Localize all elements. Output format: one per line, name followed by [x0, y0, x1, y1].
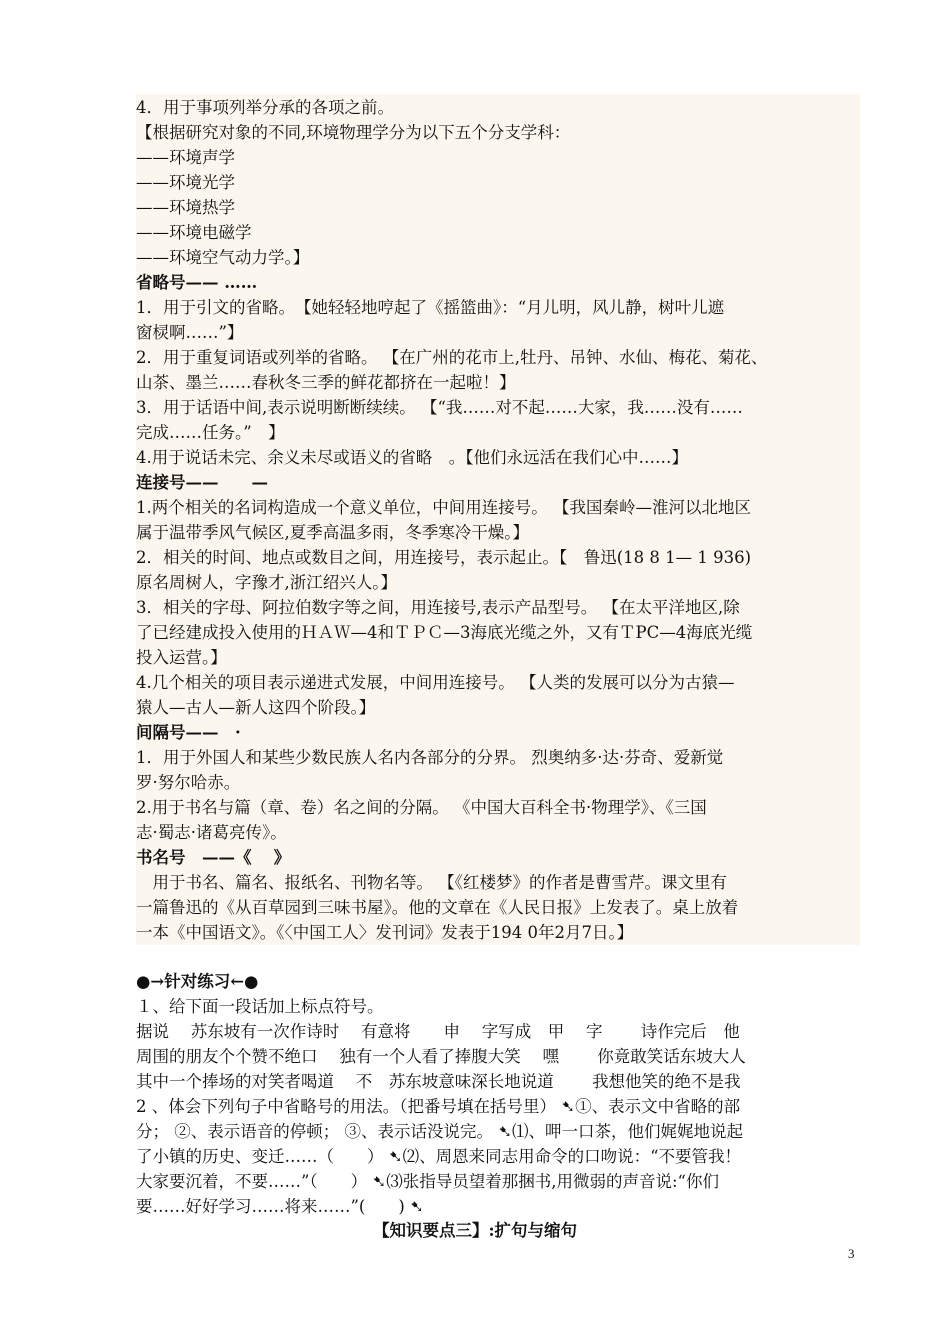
text-line: 1.两个相关的名词构造成一个意义单位，中间用连接号。 【我国秦岭—淮河以北地区 — [136, 498, 751, 517]
section-heading-dash: 连接号—— — — [136, 473, 268, 492]
text-line: ——环境声学 — [136, 148, 235, 167]
text-line: 属于温带季风气候区,夏季高温多雨，冬季寒冷干燥。】 — [136, 523, 529, 542]
section-heading-interpunct: 间隔号—— · — [136, 723, 241, 742]
text-line: 2．相关的时间、地点或数目之间，用连接号，表示起止。【 鲁迅(18 8 1— 1 936) — [136, 548, 752, 567]
text-line: 罗·努尔哈赤。 — [136, 773, 241, 792]
text-line: 3．用于话语中间,表示说明断断续续。 【“我……对不起……大家，我……没有…… — [136, 398, 743, 417]
text-line: 了已经建成投入使用的ＨＡＷ—4和ＴＰＣ—3海底光缆之外，又有ＴPC—4海底光缆 — [136, 623, 753, 642]
text-line: 其中一个捧场的对笑者喝道 不 苏东坡意味深长地说道 我想他笑的绝不是我 — [136, 1072, 741, 1091]
text-line: 了小镇的历史、变迁……（ ） ➷⑵、周恩来同志用命令的口吻说：“不要管我！ — [136, 1147, 742, 1166]
section-heading-ellipsis: 省略号—— …… — [136, 273, 258, 292]
text-line: 2．用于重复词语或列举的省略。 【在广州的花市上,牡丹、吊钟、水仙、梅花、菊花、 — [136, 348, 768, 367]
section-heading-book-title: 书名号 ——《 》 — [136, 848, 291, 867]
text-line: ——环境空气动力学。】 — [136, 248, 310, 267]
text-line: ——环境电磁学 — [136, 223, 252, 242]
text-line: 【根据研究对象的不同,环境物理学分为以下五个分支学科： — [136, 123, 571, 142]
text-line: 1．用于引文的省略。 【她轻轻地哼起了《摇篮曲》：“月儿明，风儿静，树叶儿遮 — [136, 298, 725, 317]
text-line: 原名周树人，字豫才,浙江绍兴人。】 — [136, 573, 397, 592]
text-line: ——环境光学 — [136, 173, 235, 192]
text-line: 3．相关的字母、阿拉伯数字等之间，用连接号,表示产品型号。 【在太平洋地区,除 — [136, 598, 740, 617]
text-line: 4.用于说话未完、余义未尽或语义的省略 。【他们永远活在我们心中……】 — [136, 448, 688, 467]
text-line: 窗棂啊……”】 — [136, 323, 244, 342]
text-line: 投入运营。】 — [136, 648, 227, 667]
text-line: 据说 苏东坡有一次作诗时 有意将 申 字写成 甲 字 诗作完后 他 — [136, 1022, 740, 1041]
text-line: 山茶、墨兰……春秋冬三季的鲜花都挤在一起啦！】 — [136, 373, 516, 392]
text-line: １、给下面一段话加上标点符号。 — [136, 997, 384, 1016]
text-line: 志·蜀志·诸葛亮传》。 — [136, 823, 287, 842]
text-line: 4．用于事项列举分承的各项之前。 — [136, 98, 394, 117]
page-number: 3 — [848, 1246, 855, 1261]
text-line: 2 、体会下列句子中省略号的用法。（把番号填在括号里） ➷①、表示文中省略的部 — [136, 1097, 741, 1116]
text-line: 周围的朋友个个赞不绝口 独有一个人看了捧腹大笑 嘿 你竟敢笑话东坡大人 — [136, 1047, 746, 1066]
practice-heading: ●→针对练习←● — [136, 972, 259, 991]
text-line: 分； ②、表示语音的停顿； ③、表示话没说完。 ➷⑴、呷一口茶，他们娓娓地说起 — [136, 1122, 744, 1141]
text-line: 猿人—古人—新人这四个阶段。】 — [136, 698, 376, 717]
text-line: 要……好好学习……将来……”( ) ➷ — [136, 1197, 424, 1216]
text-line: 2.用于书名与篇（章、卷）名之间的分隔。 《中国大百科全书·物理学》、《三国 — [136, 798, 707, 817]
text-line: 大家要沉着，不要……”（ ） ➷⑶张指导员望着那捆书,用微弱的声音说:“你们 — [136, 1172, 719, 1191]
text-line: 完成……任务。” 】 — [136, 423, 285, 442]
text-line: ——环境热学 — [136, 198, 235, 217]
knowledge-point-heading: 【知识要点三】:扩句与缩句 — [372, 1221, 578, 1240]
text-line: 一篇鲁迅的《从百草园到三味书屋》。他的文章在《人民日报》上发表了。桌上放着 — [136, 898, 739, 917]
text-line: 4.几个相关的项目表示递进式发展，中间用连接号。 【人类的发展可以分为古猿— — [136, 673, 735, 692]
text-line: 用于书名、篇名、报纸名、刊物名等。 【《红楼梦》的作者是曹雪芹。课文里有 — [136, 873, 727, 892]
text-line: 一本《中国语文》。《〈中国工人〉发刊词》发表于194 0年2月7日。】 — [136, 923, 634, 942]
text-line: 1．用于外国人和某些少数民族人名内各部分的分界。 烈奥纳多·达·芬奇、爱新觉 — [136, 748, 724, 767]
